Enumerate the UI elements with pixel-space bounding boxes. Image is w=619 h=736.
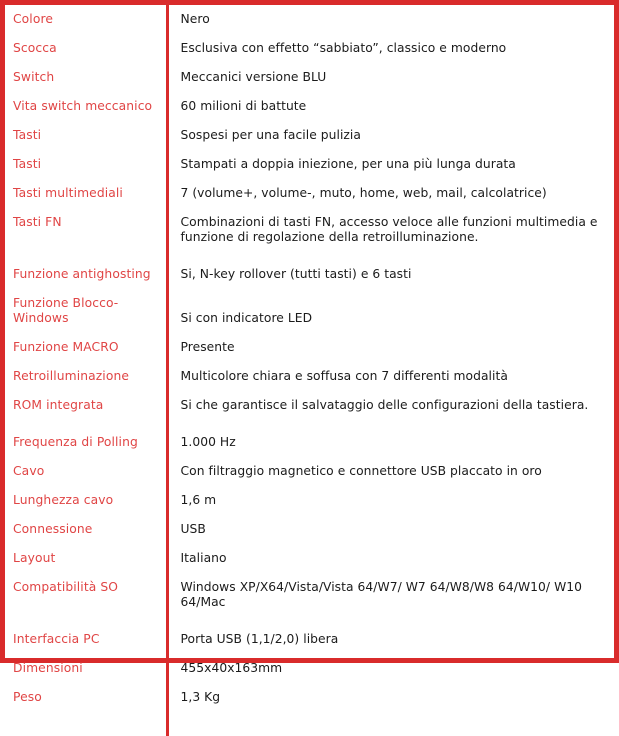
table-row — [5, 333, 614, 362]
spec-value: 1,6 m — [180, 493, 217, 507]
spec-value: Si che garantisce il salvataggio delle configurazioni della tastiera. — [180, 398, 589, 412]
spec-value: Si con indicatore LED — [180, 311, 313, 325]
spec-value: 60 milioni di battute — [180, 99, 307, 113]
table-row — [5, 654, 614, 683]
table-row — [5, 573, 614, 617]
spec-value: 7 (volume+, volume-, muto, home, web, mail, calcolatrice) — [180, 186, 547, 200]
spec-label: Funzione Blocco-Windows — [5, 289, 167, 333]
table-row — [5, 515, 614, 544]
spec-label: Tasti — [5, 150, 167, 179]
spec-value: Porta USB (1,1/2,0) libera — [180, 632, 339, 646]
spec-value: 1,3 Kg — [180, 690, 221, 704]
spec-label: Funzione antighosting — [5, 252, 167, 289]
table-row — [5, 289, 614, 333]
spec-value: Si, N-key rollover (tutti tasti) e 6 tasti — [180, 267, 412, 281]
spec-value: Sospesi per una facile pulizia — [180, 128, 361, 142]
table-row — [5, 617, 614, 654]
spec-label: Compatibilità SO — [5, 573, 167, 617]
spec-value: Presente — [180, 340, 235, 354]
spec-label: Cavo — [5, 457, 167, 486]
spec-label: ROM integrata — [5, 391, 167, 420]
table-row — [5, 252, 614, 289]
table-row — [5, 683, 614, 712]
spec-label: Lunghezza cavo — [5, 486, 167, 515]
specification-table-body — [5, 5, 614, 736]
spacer-label-cell — [5, 712, 167, 736]
table-row — [5, 63, 614, 92]
spec-label: Layout — [5, 544, 167, 573]
spec-label: Tasti multimediali — [5, 179, 167, 208]
spec-label: Retroilluminazione — [5, 362, 167, 391]
table-row — [5, 34, 614, 63]
table-row — [5, 391, 614, 420]
spec-value: Meccanici versione BLU — [180, 70, 327, 84]
table-row — [5, 121, 614, 150]
spec-label: Interfaccia PC — [5, 617, 167, 654]
spec-value: Multicolore chiara e soffusa con 7 differenti modalità — [180, 369, 508, 383]
spec-label: Switch — [5, 63, 167, 92]
spec-label: Scocca — [5, 34, 167, 63]
table-row — [5, 179, 614, 208]
spec-label: Tasti FN — [5, 208, 167, 252]
spacer-value-cell — [167, 712, 614, 736]
table-row — [5, 150, 614, 179]
spec-value: Combinazioni di tasti FN, accesso veloce alle funzioni multimedia e funzione di regolazione della retroilluminazione. — [180, 215, 598, 244]
spec-label: Peso — [5, 683, 167, 712]
specification-table — [5, 5, 614, 736]
spec-value: Stampati a doppia iniezione, per una più lunga durata — [180, 157, 516, 171]
table-row — [5, 92, 614, 121]
table-row — [5, 420, 614, 457]
spec-label: Frequenza di Polling — [5, 420, 167, 457]
table-row — [5, 544, 614, 573]
table-row — [5, 208, 614, 252]
table-row — [5, 486, 614, 515]
spec-value: Con filtraggio magnetico e connettore USB placcato in oro — [180, 464, 542, 478]
table-row — [5, 362, 614, 391]
spec-value: 455x40x163mm — [180, 661, 283, 675]
table-footer-spacer — [5, 712, 614, 736]
spec-label: Connessione — [5, 515, 167, 544]
spec-label: Colore — [5, 5, 167, 34]
spec-value: Windows XP/X64/Vista/Vista 64/W7/ W7 64/W8/W8 64/W10/ W10 64/Mac — [180, 580, 583, 609]
spec-value: USB — [180, 522, 206, 536]
spec-label: Tasti — [5, 121, 167, 150]
spec-value: 1.000 Hz — [180, 435, 236, 449]
spec-label: Vita switch meccanico — [5, 92, 167, 121]
table-row — [5, 5, 614, 34]
table-row — [5, 457, 614, 486]
spec-value: Italiano — [180, 551, 227, 565]
spec-label: Dimensioni — [5, 654, 167, 683]
spec-value: Esclusiva con effetto “sabbiato”, classico e moderno — [180, 41, 507, 55]
spec-label: Funzione MACRO — [5, 333, 167, 362]
spec-value: Nero — [180, 12, 210, 26]
